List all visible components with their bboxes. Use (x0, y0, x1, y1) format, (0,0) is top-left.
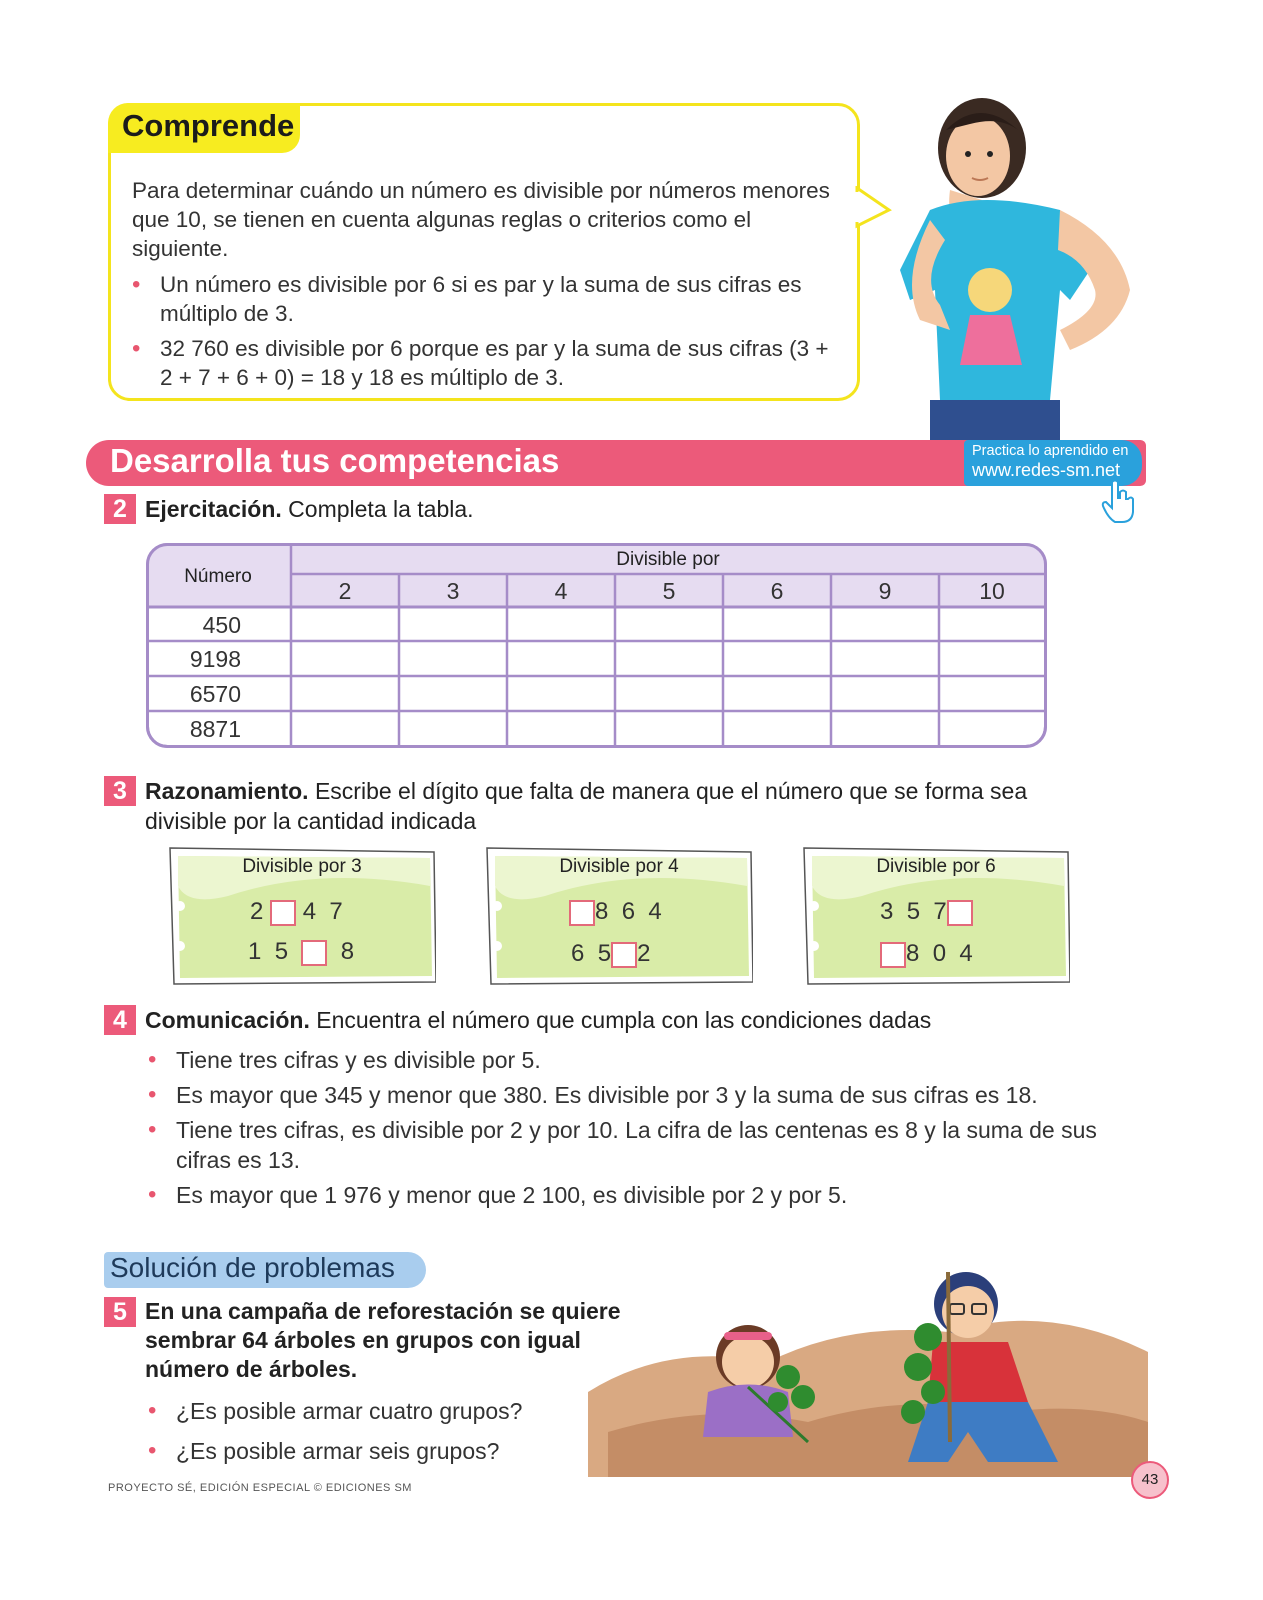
exercise-2-text: Completa la tabla. (281, 496, 474, 522)
card-title: Divisible por 4 (559, 856, 679, 877)
kids-planting-trees-illustration (588, 1262, 1148, 1477)
digit: 6 (621, 898, 636, 925)
digit: 5 (274, 938, 289, 965)
list-item: • Es mayor que 1 976 y menor que 2 100, es divisible por 2 y por 5. (148, 1180, 1108, 1210)
thinking-girl-illustration (890, 90, 1150, 440)
list-item: • Tiene tres cifras y es divisible por 5. (148, 1045, 1108, 1075)
exercise-number: 5 (104, 1297, 136, 1327)
digit: 5 (906, 898, 921, 925)
exercise-4-text: Encuentra el número que cumpla con las condiciones dadas (309, 1007, 932, 1033)
digit: 0 (932, 940, 947, 967)
list-item: • ¿Es posible armar cuatro grupos? (148, 1396, 588, 1426)
blank-box[interactable] (947, 900, 973, 926)
table-row-number: 9198 (189, 646, 241, 672)
card-title: Divisible por 3 (242, 856, 362, 877)
digit-card (168, 846, 436, 986)
digit: 8 (906, 940, 920, 967)
table-divisor: 4 (554, 578, 568, 604)
comprende-intro: Para determinar cuándo un número es divisible por números menores que 10, se tienen en cuenta algunas reglas o criterios como el siguiente. (132, 178, 830, 261)
table-divisor: 5 (662, 578, 676, 604)
pointer-hand-icon (1098, 478, 1138, 524)
table-divisor: 9 (878, 578, 892, 604)
divisibility-table (146, 543, 1048, 749)
solucion-title: Solución de problemas (110, 1252, 395, 1283)
exercise-3-label: Razonamiento. (145, 778, 309, 804)
digit-card (802, 846, 1070, 986)
exercise-5-text: En una campaña de reforestación se quiere sembrar 64 árboles en grupos con igual número de árboles. (145, 1298, 621, 1382)
card-line-2 (880, 940, 973, 968)
blank-box[interactable] (611, 942, 637, 968)
card-line-2 (571, 940, 650, 968)
digit: 5 (597, 940, 612, 967)
list-item: • Es mayor que 345 y menor que 380. Es divisible por 3 y la suma de sus cifras es 18. (148, 1080, 1108, 1110)
card-line-1 (250, 898, 343, 926)
list-item: • Tiene tres cifras, es divisible por 2 y por 10. La cifra de las centenas es 8 y la suma de sus cifras es 13. (148, 1115, 1108, 1175)
card-line-1 (880, 898, 973, 926)
exercise-number: 3 (104, 776, 136, 806)
table-divisor: 10 (979, 578, 1005, 604)
exercise-4-label: Comunicación. (145, 1007, 310, 1033)
digit: 4 (648, 898, 662, 925)
digit: 2 (250, 898, 264, 925)
comprende-bullet: • Un número es divisible por 6 si es par y la suma de sus cifras es múltiplo de 3. (132, 270, 842, 328)
section-title: Desarrolla tus competencias (110, 442, 560, 479)
exercise-2-label: Ejercitación. (145, 496, 282, 522)
digit-card (485, 846, 753, 986)
table-divisor: 6 (770, 578, 784, 604)
card-title: Divisible por 6 (876, 856, 996, 877)
exercise-3-text: Escribe el dígito que falta de manera que el número que se forma sea divisible por la cantidad indicada (145, 778, 1028, 834)
table-divisor: 2 (338, 578, 352, 604)
exercise-4-instruction (145, 1005, 1065, 1035)
footer-credit: PROYECTO SÉ, EDICIÓN ESPECIAL © EDICIONES SM (108, 1482, 412, 1494)
digit: 2 (637, 940, 651, 967)
table-row-number: 8871 (189, 716, 241, 742)
speech-tail (855, 186, 895, 230)
digit: 7 (933, 898, 947, 925)
digit: 4 (959, 940, 973, 967)
blank-box[interactable] (270, 900, 296, 926)
table-divisor: 3 (446, 578, 460, 604)
comprende-bullets (132, 270, 842, 398)
digit: 8 (340, 938, 355, 965)
practice-link-label: Practica lo aprendido en (972, 443, 1129, 459)
digit: 4 (302, 898, 317, 925)
table-row-number: 450 (202, 612, 241, 638)
digit: 3 (880, 898, 894, 925)
comprende-bullet: • 32 760 es divisible por 6 porque es par y la suma de sus cifras (3 + 2 + 7 + 6 + 0) = 18 y 18 es múltiplo de 3. (132, 334, 842, 392)
exercise-number: 2 (104, 494, 136, 524)
blank-box[interactable] (569, 900, 595, 926)
card-line-2 (248, 938, 354, 966)
digit: 6 (571, 940, 585, 967)
digit: 8 (595, 898, 609, 925)
blank-box[interactable] (301, 940, 327, 966)
digit: 7 (329, 898, 343, 925)
comprende-title: Comprende (122, 108, 295, 143)
digit: 1 (248, 938, 262, 965)
exercise-5-questions (148, 1396, 588, 1476)
card-line-1 (569, 898, 662, 926)
practice-link-url[interactable]: www.redes-sm.net (972, 460, 1121, 480)
exercise-3-instruction (145, 776, 1065, 836)
blank-box[interactable] (880, 942, 906, 968)
exercise-number: 4 (104, 1005, 136, 1035)
exercise-2-instruction (145, 494, 474, 524)
list-item: • ¿Es posible armar seis grupos? (148, 1436, 588, 1466)
page-number: 43 (1131, 1461, 1169, 1499)
exercise-4-conditions (148, 1045, 1108, 1215)
table-header-number: Número (184, 566, 252, 587)
table-row-number: 6570 (189, 681, 241, 707)
table-header-divisible: Divisible por (616, 549, 720, 570)
